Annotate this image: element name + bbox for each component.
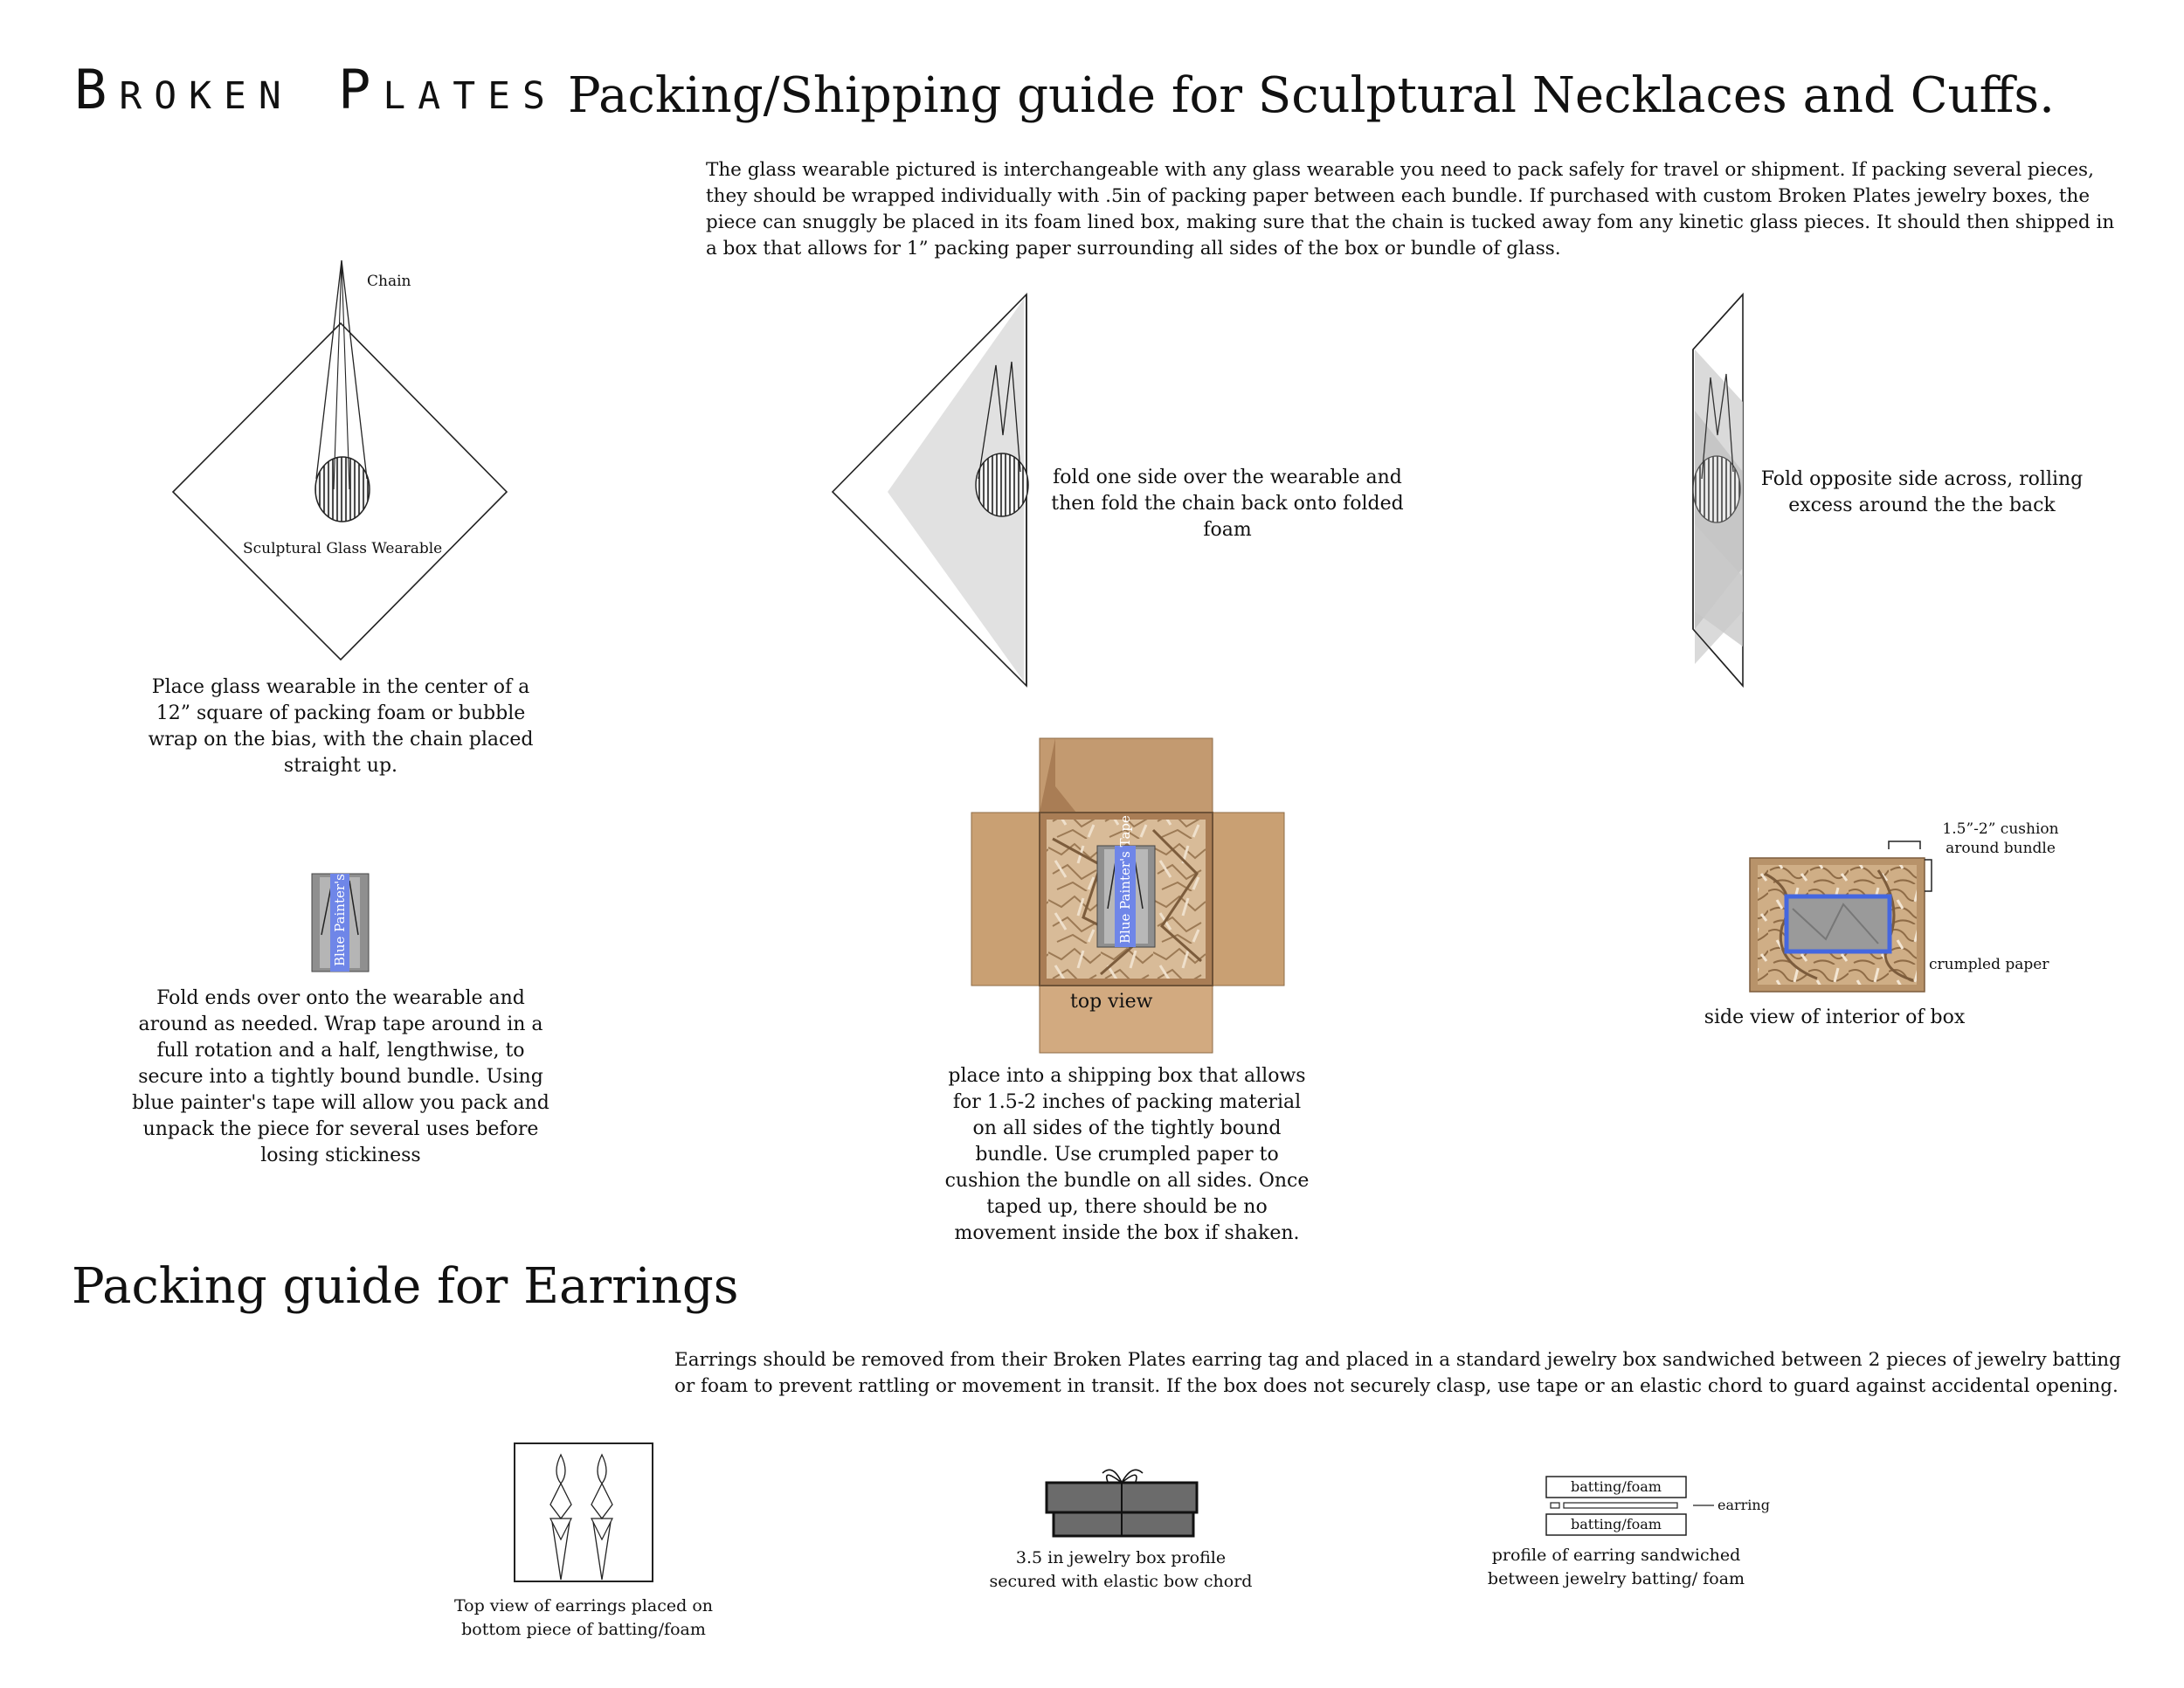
step4-tape bbox=[330, 838, 349, 972]
batting-top-label: batting/foam bbox=[1571, 1478, 1662, 1495]
earrings-heading: Packing guide for Earrings bbox=[72, 1258, 739, 1315]
step4-caption: Fold ends over onto the wearable and around as needed. Wrap tape around in a full rotation and a half, lengthwise, to secure into a tightly bound bundle. Using blue painter's tape will allow you pack and unpack the piece for several uses before losing stickiness bbox=[132, 987, 549, 1166]
step6-caption: side view of interior of box bbox=[1704, 1007, 1966, 1028]
earring-topview-box bbox=[515, 1443, 653, 1581]
earring-label: earring bbox=[1717, 1497, 1770, 1513]
intro-paragraph: The glass wearable pictured is interchangeable with any glass wearable you need to pack safely for travel or shipment. If packing several pieces, they should be wrapped individually with .5in of packing paper between each bundle. If purchased with custom Broken Plates jewelry boxes, the piece can snuggly be placed in its foam lined box, making sure that the chain is tucked away fom any kinetic glass pieces. It should then shipped in a box that allows for 1” packing paper surrounding all sides of the box or bundle of glass. bbox=[706, 159, 2115, 259]
step6-bundle bbox=[1787, 896, 1890, 951]
earrings-intro: Earrings should be removed from their Broken Plates earring tag and placed in a standard jewelry box sandwiched between 2 pieces of jewelry batting or foam to prevent rattling or movement in transit. If the box does not securely clasp, use tape or an elastic chord to guard against accidental opening. bbox=[674, 1349, 2121, 1397]
step5-view-label: top view bbox=[1070, 991, 1153, 1013]
step1-caption: Place glass wearable in the center of a 12” square of packing foam or bubble wrap on the bias, with the chain placed straight up. bbox=[148, 676, 534, 777]
step6-cushion-label: 1.5”-2” cushion around bundle bbox=[1942, 820, 2059, 857]
brand-logo: Broken Plates bbox=[74, 58, 557, 121]
step5-caption: place into a shipping box that allows for 1.5-2 inches of packing material on all sides of the tightly bound bundle. Use crumpled paper to cushion the bundle on all sides. Once taped up, there should be no movement inside the box if shaken. bbox=[944, 1065, 1310, 1244]
step2-caption: fold one side over the wearable and then fold the chain back onto folded foam bbox=[1051, 467, 1404, 541]
jewelry-box-caption: 3.5 in jewelry box profile secured with elastic bow chord bbox=[989, 1548, 1253, 1591]
batting-bottom-label: batting/foam bbox=[1571, 1516, 1662, 1532]
jewelry-box-icon bbox=[1047, 1483, 1197, 1536]
step4-tape-label: Blue Painter's Tape bbox=[332, 838, 348, 966]
step1-chain-label: Chain bbox=[367, 273, 411, 290]
step1-wearable bbox=[315, 457, 370, 522]
step6-paper-label: crumpled paper bbox=[1929, 956, 2049, 973]
page-title: Packing/Shipping guide for Sculptural Necklaces and Cuffs. bbox=[568, 67, 2055, 124]
step1-wearable-label: Sculptural Glass Wearable bbox=[243, 540, 443, 557]
elastic-bow-icon bbox=[1102, 1470, 1143, 1483]
step3-caption: Fold opposite side across, rolling excess around the the back bbox=[1760, 468, 2084, 516]
earrings-topview-caption: Top view of earrings placed on bottom piece of batting/foam bbox=[453, 1596, 714, 1639]
batting-profile-caption: profile of earring sandwiched between jewelry batting/ foam bbox=[1487, 1546, 1745, 1588]
step5-tape-label: Blue Painter's Tape bbox=[1117, 815, 1133, 944]
